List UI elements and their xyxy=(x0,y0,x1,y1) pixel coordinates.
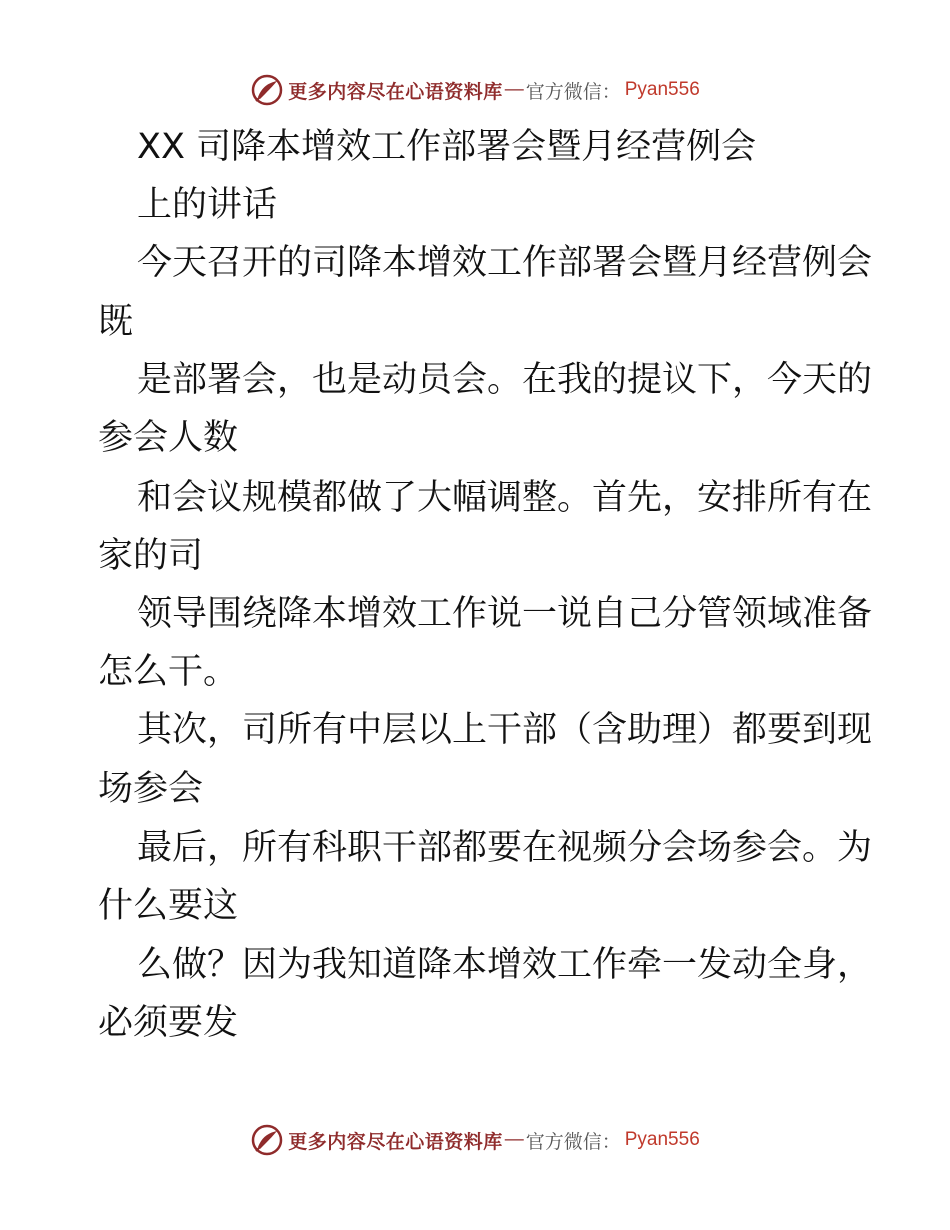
banner-dash: — xyxy=(504,1129,524,1150)
banner-label: 官方微信： xyxy=(525,80,621,103)
text-line: 参会人数 xyxy=(98,418,239,458)
title-line-2: 上的讲话 xyxy=(137,185,278,225)
text-line: 场参会 xyxy=(98,769,204,809)
title-line-1: XX 司降本增效工作部署会暨月经营例会 xyxy=(137,127,757,167)
banner-wechat-id: Pyan556 xyxy=(624,79,700,100)
banner-dash: — xyxy=(504,79,524,100)
text-line: 最后，所有科职干部都要在视频分会场参会。为 xyxy=(137,828,873,868)
pen-logo-icon xyxy=(250,73,284,107)
text-line: 么做？因为我知道降本增效工作牵一发动全身， xyxy=(137,945,873,985)
banner-text: 更多内容尽在心语资料库 xyxy=(288,80,503,103)
banner-text: 更多内容尽在心语资料库 xyxy=(288,1130,503,1153)
text-line: 家的司 xyxy=(98,536,204,576)
text-line: 必须要发 xyxy=(98,1003,239,1043)
footer-banner xyxy=(0,1120,950,1160)
text-line: 和会议规模都做了大幅调整。首先，安排所有在 xyxy=(137,478,873,518)
text-line: 既 xyxy=(98,302,134,342)
text-line: 今天召开的司降本增效工作部署会暨月经营例会 xyxy=(137,243,873,283)
text-line: 是部署会，也是动员会。在我的提议下，今天的 xyxy=(137,360,873,400)
header-banner xyxy=(0,70,950,110)
banner-label: 官方微信： xyxy=(525,1130,621,1153)
text-line: 领导围绕降本增效工作说一说自己分管领域准备 xyxy=(137,594,873,634)
text-line: 怎么干。 xyxy=(98,652,239,692)
banner-wechat-id: Pyan556 xyxy=(624,1129,700,1150)
text-line: 其次，司所有中层以上干部（含助理）都要到现 xyxy=(137,710,873,750)
text-line: 什么要这 xyxy=(98,886,239,926)
pen-logo-icon xyxy=(250,1123,284,1157)
